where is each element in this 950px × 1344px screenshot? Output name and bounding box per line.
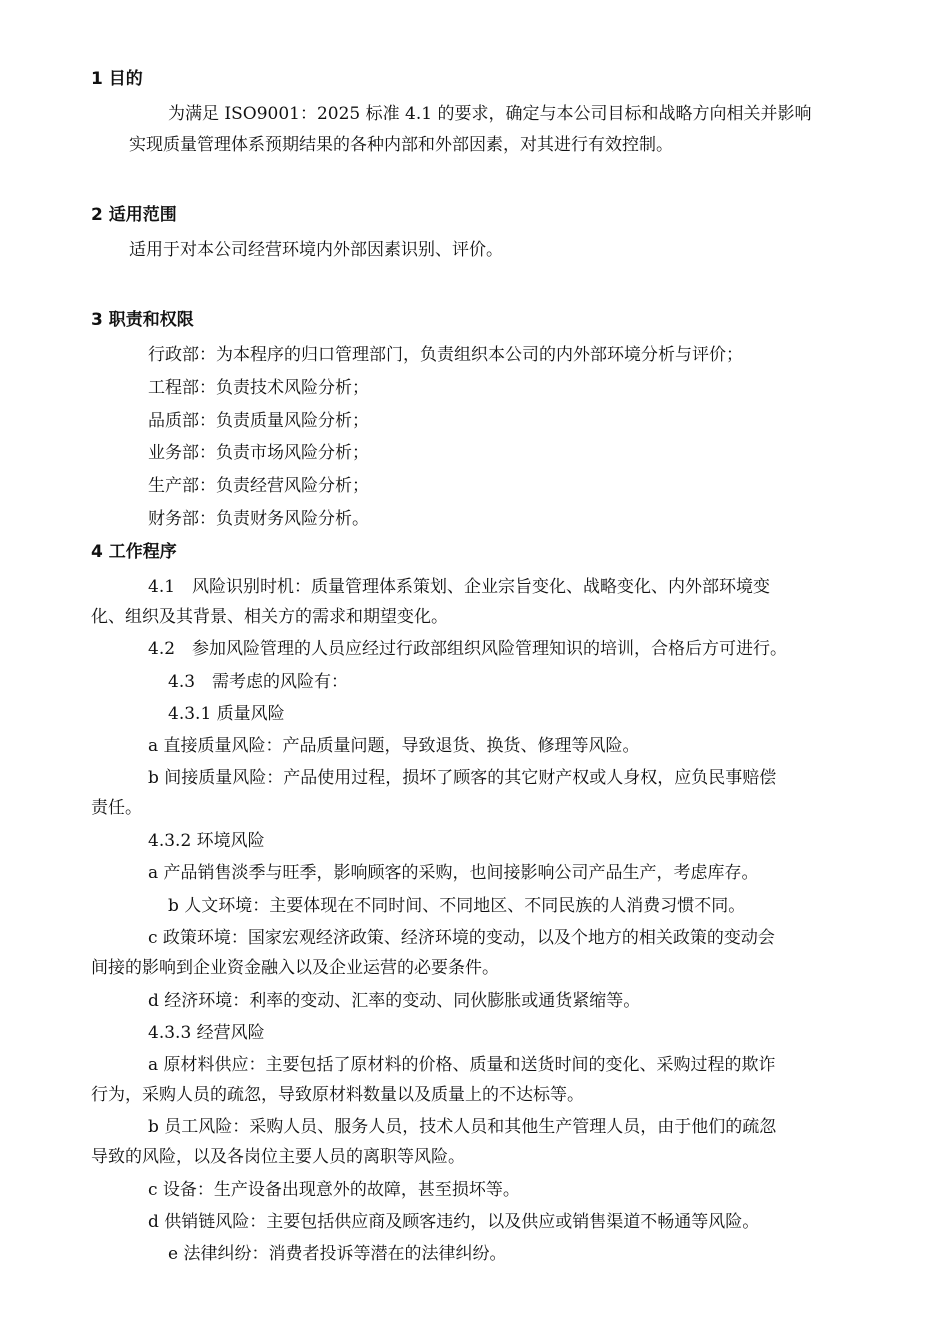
responsibility-item: 工程部：负责技术风险分析；	[148, 378, 369, 398]
procedure-line: b 人文环境：主要体现在不同时间、不同地区、不同民族的人消费习惯不同。	[168, 896, 746, 916]
procedure-line: 化、组织及其背景、相关方的需求和期望变化。	[91, 607, 448, 627]
procedure-line: 4.2 参加风险管理的人员应经过行政部组织风险管理知识的培训，合格后方可进行。	[148, 639, 788, 659]
procedure-line: c 政策环境：国家宏观经济政策、经济环境的变动，以及个地方的相关政策的变动会	[148, 928, 775, 948]
procedure-line: 责任。	[91, 798, 142, 818]
section-1-paragraph-line: 实现质量管理体系预期结果的各种内部和外部因素，对其进行有效控制。	[129, 135, 673, 155]
procedure-line: 间接的影响到企业资金融入以及企业运营的必要条件。	[91, 958, 499, 978]
procedure-line: 行为，采购人员的疏忽，导致原材料数量以及质量上的不达标等。	[91, 1085, 584, 1105]
procedure-line: b 员工风险：采购人员、服务人员，技术人员和其他生产管理人员，由于他们的疏忽	[148, 1117, 777, 1137]
responsibility-item: 行政部：为本程序的归口管理部门，负责组织本公司的内外部环境分析与评价；	[148, 345, 743, 365]
section-1-paragraph-line: 为满足 ISO9001：2025 标准 4.1 的要求，确定与本公司目标和战略方向相关并影响	[168, 104, 812, 124]
procedure-line: 4.3.2 环境风险	[148, 831, 265, 851]
procedure-line: e 法律纠纷：消费者投诉等潜在的法律纠纷。	[168, 1244, 507, 1264]
responsibility-item: 生产部：负责经营风险分析；	[148, 476, 369, 496]
section-2-paragraph: 适用于对本公司经营环境内外部因素识别、评价。	[129, 240, 503, 260]
procedure-line: a 直接质量风险：产品质量问题，导致退货、换货、修理等风险。	[148, 736, 640, 756]
procedure-line: 4.3.3 经营风险	[148, 1023, 265, 1043]
procedure-line: 4.1 风险识别时机：质量管理体系策划、企业宗旨变化、战略变化、内外部环境变	[148, 577, 771, 597]
procedure-line: 4.3 需考虑的风险有：	[168, 672, 349, 692]
procedure-line: d 供销链风险：主要包括供应商及顾客违约，以及供应或销售渠道不畅通等风险。	[148, 1212, 760, 1232]
procedure-line: a 原材料供应：主要包括了原材料的价格、质量和送货时间的变化、采购过程的欺诈	[148, 1055, 776, 1075]
responsibility-item: 财务部：负责财务风险分析。	[148, 509, 369, 529]
responsibility-item: 品质部：负责质量风险分析；	[148, 411, 369, 431]
procedure-line: 导致的风险，以及各岗位主要人员的离职等风险。	[91, 1147, 465, 1167]
responsibility-item: 业务部：负责市场风险分析；	[148, 443, 369, 463]
procedure-line: a 产品销售淡季与旺季，影响顾客的采购，也间接影响公司产品生产，考虑库存。	[148, 863, 759, 883]
procedure-line: d 经济环境：利率的变动、汇率的变动、同伙膨胀或通货紧缩等。	[148, 991, 641, 1011]
procedure-line: 4.3.1 质量风险	[168, 704, 285, 724]
section-1-heading: 1 目的	[91, 69, 143, 89]
procedure-line: b 间接质量风险：产品使用过程，损坏了顾客的其它财产权或人身权，应负民事赔偿	[148, 768, 777, 788]
section-4-heading: 4 工作程序	[91, 542, 177, 562]
procedure-line: c 设备：生产设备出现意外的故障，甚至损坏等。	[148, 1180, 520, 1200]
section-2-heading: 2 适用范围	[91, 205, 177, 225]
section-3-heading: 3 职责和权限	[91, 310, 194, 330]
